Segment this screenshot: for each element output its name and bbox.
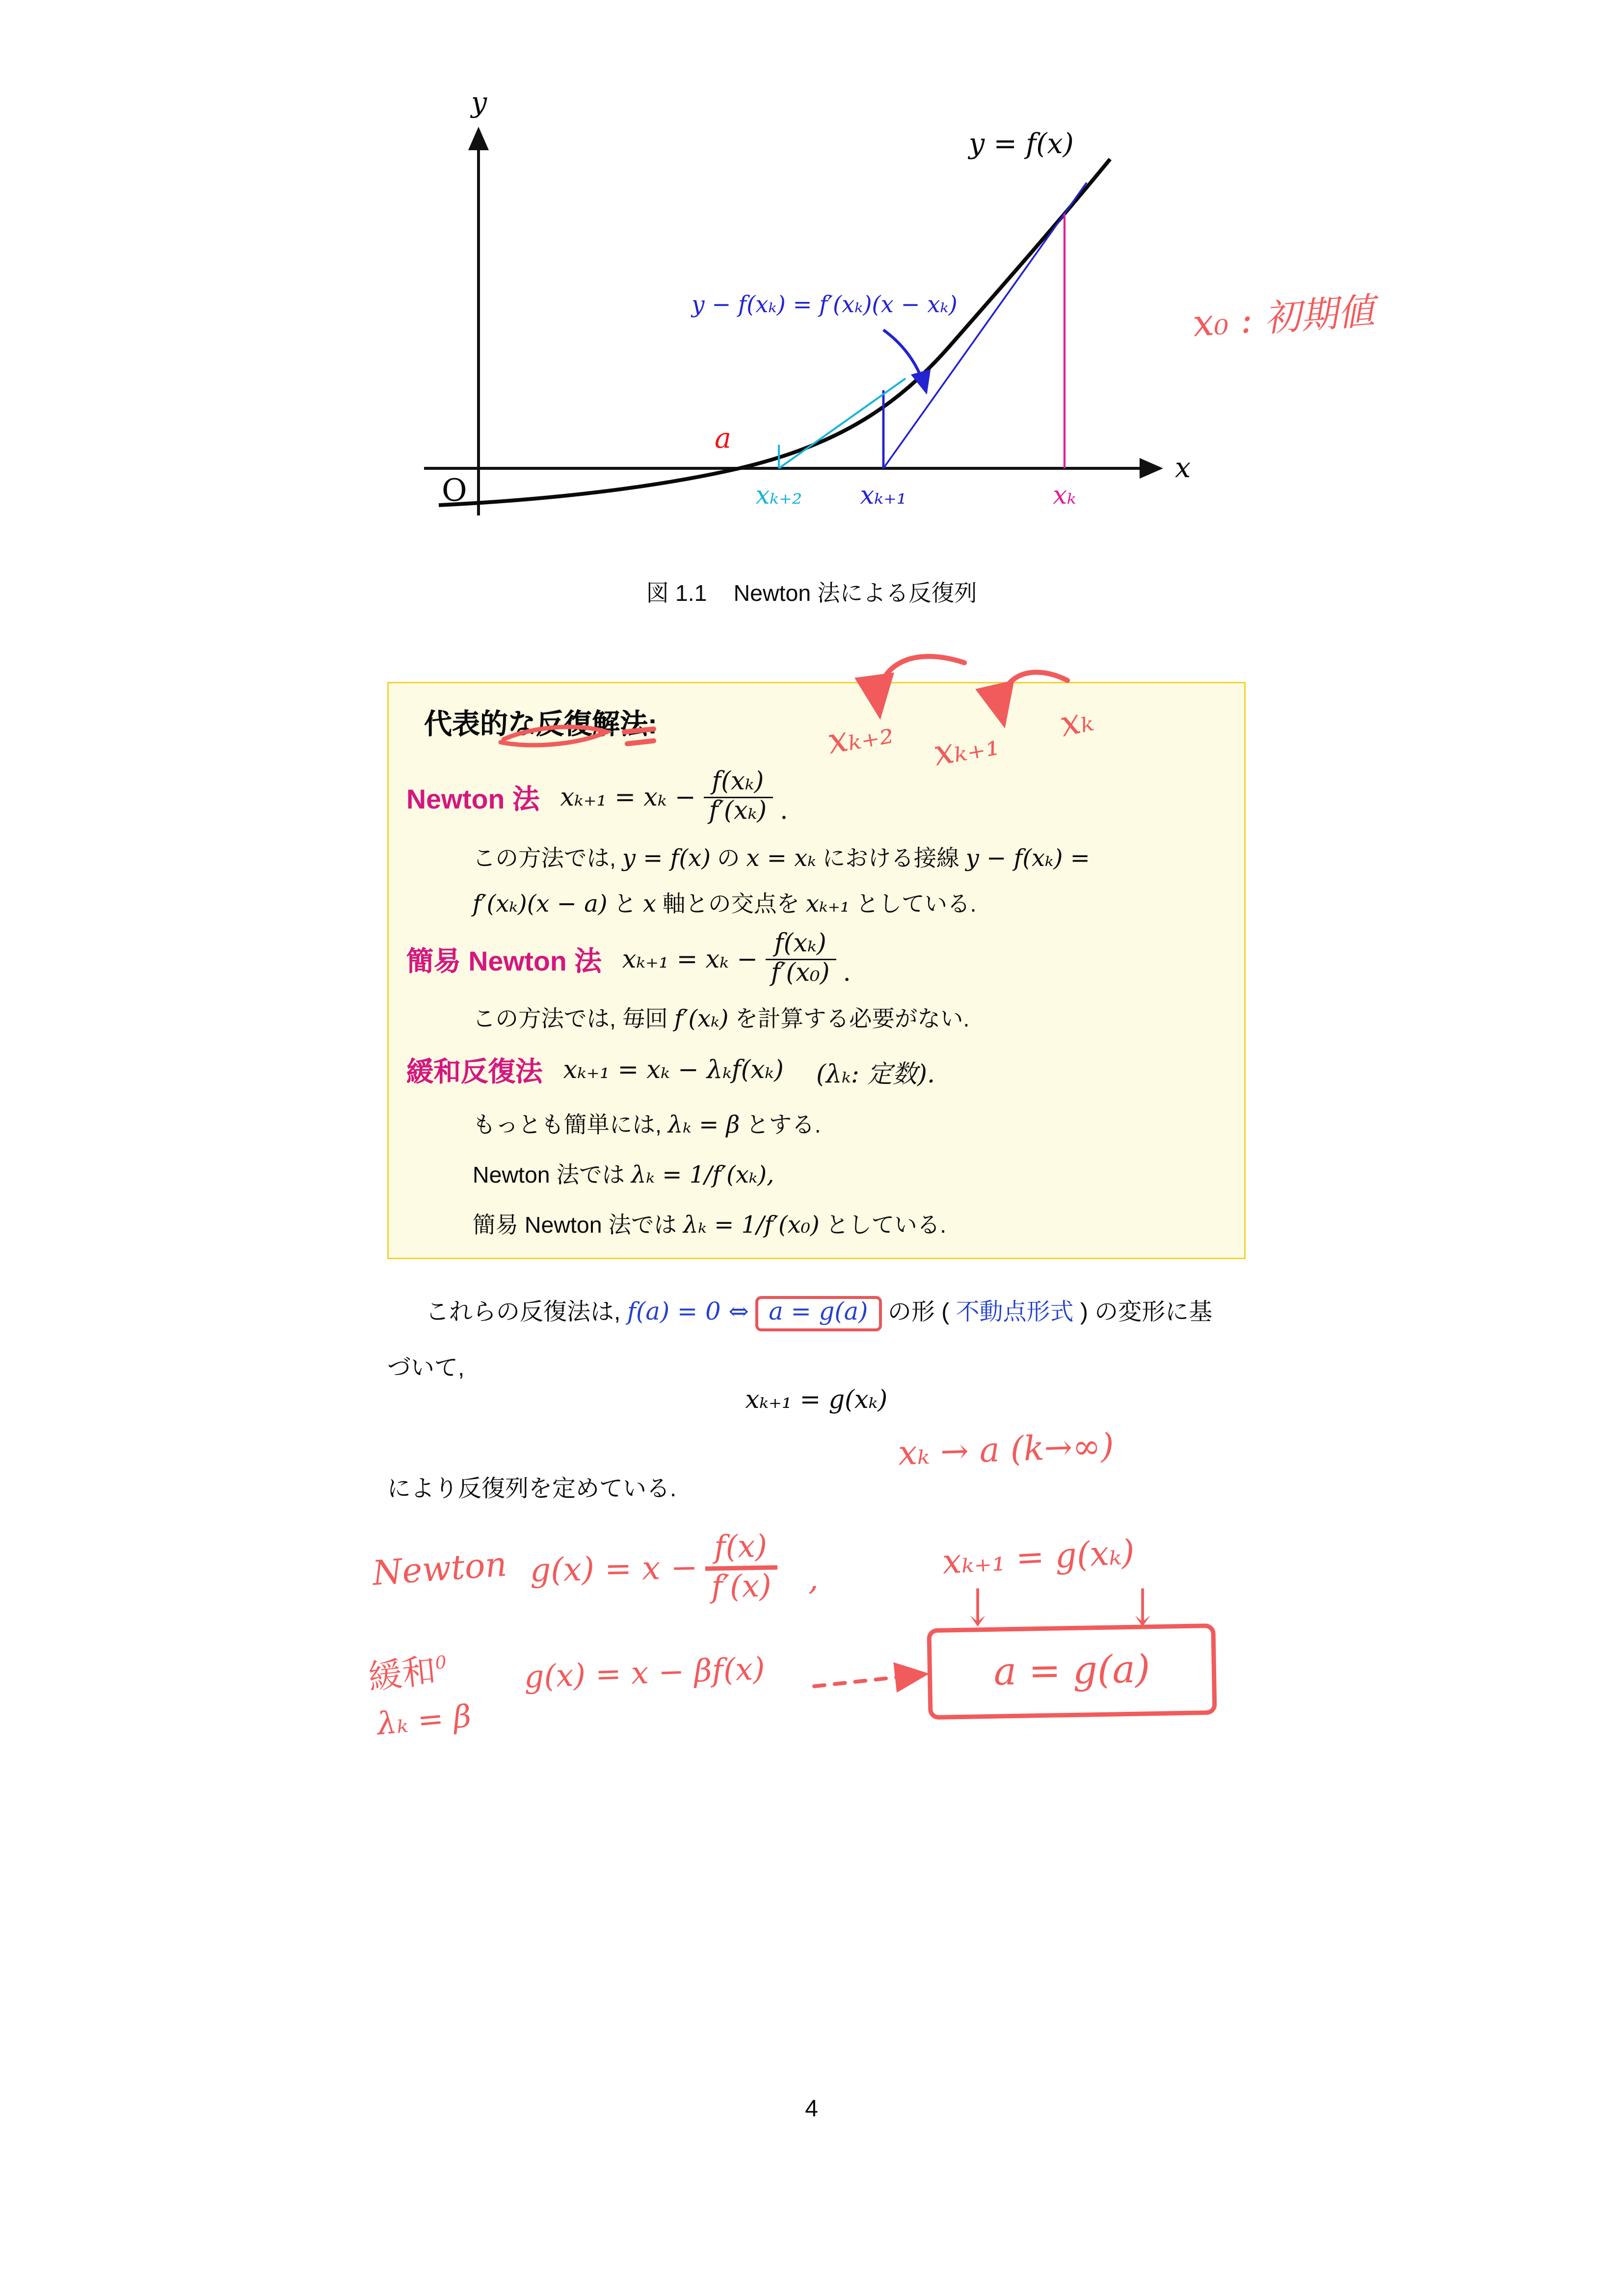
handwritten-relaxation-label: [366, 1643, 449, 1699]
simplified-description: [473, 1001, 1244, 1034]
iteration-equation: xₖ₊₁ = g(xₖ): [745, 1386, 888, 1415]
fixed-point-paragraph-line1: [387, 1293, 1212, 1327]
newton-formula-fraction: [703, 769, 773, 826]
relaxation-description-line2: [473, 1158, 1244, 1190]
tangent-line-xk: [883, 183, 1087, 468]
simplified-newton-label: 簡易 Newton 法: [406, 945, 602, 976]
x-axis-label: x: [1175, 452, 1191, 485]
handwritten-dashed-arrow: [810, 1661, 945, 1700]
simplified-formula-lead: xₖ₊₁ = xₖ −: [622, 945, 758, 974]
comma: ,: [807, 1561, 819, 1598]
relaxation-kanji: 緩和: [366, 1651, 438, 1697]
newton-method-label: Newton 法: [406, 783, 540, 814]
fraction-denominator: f′(xₖ): [703, 797, 773, 826]
simplified-formula-period: .: [843, 959, 851, 989]
handwritten-lambda-beta: λₖ = β: [375, 1698, 473, 1742]
text-segment: とする.: [746, 1113, 821, 1139]
math-segment: x: [643, 890, 657, 918]
tangent-equation-label: y − f(xₖ) = f′(xₖ)(x − xₖ): [692, 291, 958, 318]
text-segment: を計算する必要がない.: [735, 1007, 970, 1033]
text-segment: この方法では, 毎回: [473, 1007, 668, 1033]
fixed-point-paragraph-line2: づいて,: [387, 1356, 465, 1381]
handwritten-xk2-label: xₖ₊₂: [824, 710, 897, 762]
relaxation-method-label: 緩和反復法: [406, 1056, 543, 1087]
text-segment: としている.: [856, 892, 977, 918]
math-segment: x = xₖ: [746, 844, 816, 872]
down-arrow: ↓: [963, 1578, 993, 1638]
fixed-point-equation: a = g(a): [993, 1648, 1151, 1695]
handwritten-newton-iteration: xₖ₊₁ = g(xₖ): [941, 1534, 1136, 1583]
text-segment: ) の変形に基: [1080, 1300, 1213, 1325]
fixed-point-term: 不動点形式: [956, 1300, 1074, 1325]
relaxation-formula-note: (λₖ: 定数).: [816, 1059, 935, 1089]
xk-tick-label: xₖ: [1053, 481, 1076, 510]
fraction-numerator: f(xₖ): [774, 929, 826, 959]
handwritten-xk1-label: xₖ₊₁: [930, 722, 1003, 774]
math-segment: λₖ = 1/f′(xₖ),: [631, 1161, 774, 1189]
math-segment-blue: f(a) = 0 ⇔: [627, 1297, 749, 1325]
root-a-label: a: [715, 422, 731, 455]
handwritten-underline-scribble: [489, 723, 665, 756]
math-segment: y = f(x): [622, 844, 711, 872]
simplified-newton-row: [406, 931, 1244, 988]
function-curve: [439, 159, 1110, 505]
fixed-point-paragraph-line3: により反復列を定めている.: [387, 1477, 677, 1502]
handwritten-x0-initial-value-note: x₀ : 初期値: [1191, 290, 1376, 345]
text-segment: Newton 法では: [473, 1163, 625, 1189]
curve-label: y = f(x): [969, 128, 1074, 160]
math-segment: g(x) = x −: [530, 1549, 698, 1590]
origin-label: O: [442, 472, 467, 508]
fraction-denominator: f′(x₀): [765, 959, 835, 988]
y-axis-label: y: [471, 88, 487, 119]
text-segment: における接線: [822, 847, 959, 872]
text-segment: これらの反復法は,: [426, 1300, 621, 1325]
relaxation-description-line1: [473, 1107, 1244, 1140]
math-segment: f′(xₖ)(x − a): [473, 890, 608, 918]
small-zero-mark: 0: [434, 1651, 448, 1674]
down-arrow: ↓: [1128, 1578, 1158, 1638]
fraction-numerator: f(xₖ): [712, 767, 764, 797]
figure-caption: [0, 576, 1623, 608]
figure-caption-text: Newton 法による反復列: [733, 582, 977, 607]
text-segment: この方法では,: [473, 847, 616, 872]
relaxation-formula: xₖ₊₁ = xₖ − λₖf(xₖ): [563, 1056, 784, 1086]
relaxation-description-line3: [473, 1208, 1244, 1240]
tangent-line-xk1: [779, 378, 905, 468]
relaxation-method-row: [406, 1052, 1244, 1090]
math-segment-blue: a = g(a): [769, 1297, 868, 1325]
fixed-point-redbox-annotation: [755, 1296, 881, 1331]
handwritten-newton-label: Newton: [371, 1546, 508, 1594]
math-segment: xₖ₊₁: [806, 890, 850, 918]
handwritten-g-relax-formula: g(x) = x − βf(x): [523, 1651, 766, 1695]
handwritten-convergence-note: xₖ → a (k→∞): [897, 1428, 1115, 1474]
math-segment: y − f(xₖ) =: [965, 844, 1090, 872]
box-heading: 代表的な反復解法:: [424, 710, 657, 741]
newton-method-graph: [398, 88, 1222, 560]
text-segment: 軸との交点を: [663, 892, 800, 918]
fraction-numerator: f(x): [714, 1528, 768, 1565]
page-number: 4: [805, 2097, 818, 2122]
text-segment: もっとも簡単には,: [473, 1113, 662, 1139]
text-segment: 簡易 Newton 法では: [473, 1214, 677, 1239]
tangent-annotation-arrow: [883, 330, 926, 392]
newton-formula-period: .: [780, 797, 788, 827]
math-segment: λₖ = β: [667, 1110, 740, 1139]
newton-description-line2: [473, 887, 1244, 919]
handwritten-fraction: [704, 1530, 777, 1605]
text-segment: の: [717, 847, 740, 872]
text-segment: としている.: [825, 1214, 947, 1239]
xk1-tick-label: xₖ₊₁: [860, 481, 907, 510]
xk2-tick-label: xₖ₊₂: [755, 481, 802, 510]
newton-formula-lead: xₖ₊₁ = xₖ −: [560, 783, 696, 812]
math-segment: λₖ = 1/f′(x₀): [683, 1211, 820, 1239]
figure-caption-number: 図 1.1: [646, 582, 707, 607]
text-segment: の形 (: [887, 1300, 950, 1325]
math-segment: f′(xₖ): [674, 1004, 729, 1033]
fraction-denominator: f′(x): [705, 1565, 778, 1605]
text-segment: と: [613, 892, 637, 918]
handwritten-newton-g-formula: [530, 1529, 819, 1608]
handwritten-fixed-point-box: [927, 1623, 1217, 1720]
simplified-formula-fraction: [765, 931, 835, 988]
handwritten-xk-label: xₖ: [1056, 698, 1097, 746]
newton-description-line1: [473, 841, 1244, 873]
